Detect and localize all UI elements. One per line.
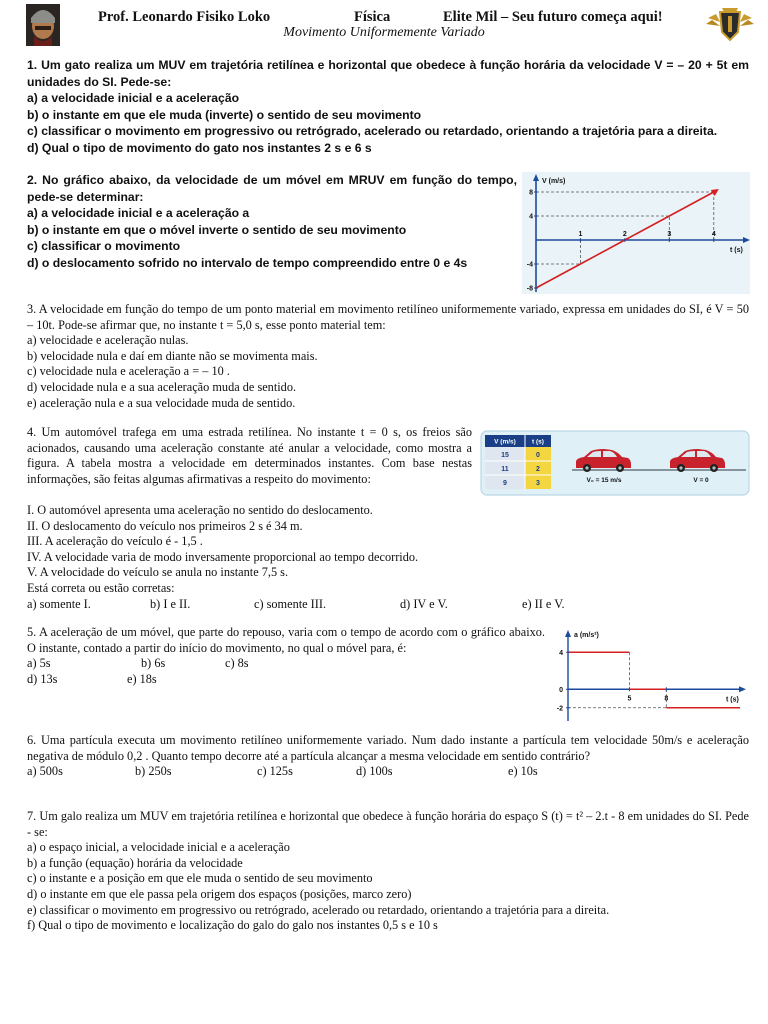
acceleration-time-chart <box>548 625 748 723</box>
question-4-options <box>27 597 749 613</box>
table-cell-v-1: 11 <box>501 466 509 473</box>
page-header <box>0 0 768 50</box>
table-cell-v-0: 15 <box>501 452 509 459</box>
question-4-statement-4: IV. A velocidade varia de modo inversamente proporcional ao tempo decorrido. <box>27 549 419 564</box>
teacher-name: Prof. Leonardo Fisiko Loko <box>98 9 271 25</box>
table-header-velocity: V (m/s) <box>494 438 516 446</box>
y-tick-label--2: -2 <box>556 705 563 713</box>
question-2-item-a: a) a velocidade inicial e a aceleração a <box>27 206 250 220</box>
question-2-item-b: b) o instante em que o móvel inverte o sentido de seu movimento <box>27 222 407 237</box>
question-3 <box>27 302 749 411</box>
school-slogan: Elite Mil – Seu futuro começa aqui! <box>443 9 663 25</box>
y-tick-label-4: 4 <box>529 213 533 221</box>
y-axis-label: V (m/s) <box>542 178 566 185</box>
question-6-option-b: b) 250s <box>135 764 172 779</box>
question-4-statement-5: V. A velocidade do veículo se anula no instante 7,5 s. <box>27 565 289 580</box>
question-2-item-c: c) classificar o movimento <box>27 239 181 253</box>
question-6-stem: 6. Uma partícula executa um movimento retilíneo uniformemente variado. Num dado instante a partícula tem velocidade 50m/s e aceleração negativa de módulo 0,2 . Quanto tempo decorre até a partícula alcançar a mesma velocidade em sentido contrário? <box>27 733 749 763</box>
question-4-stem-block <box>27 425 472 487</box>
x-tick-label-1: 1 <box>578 231 583 238</box>
question-3-option-b: b) velocidade nula e daí em diante não se movimenta mais. <box>27 348 318 363</box>
question-5-options-row-1 <box>27 656 545 672</box>
x-tick-label-5: 5 <box>627 695 632 703</box>
question-1-item-d: d) Qual o tipo de movimento do gato nos instantes 2 s e 6 s <box>27 140 372 155</box>
question-2-item-d: d) o deslocamento sofrido no intervalo de tempo compreendido entre 0 e 4s <box>27 255 468 270</box>
question-6-option-e: e) 10s <box>508 764 538 779</box>
question-2 <box>27 172 517 271</box>
question-6-options <box>27 764 749 780</box>
question-3-option-c: c) velocidade nula e aceleração a = – 10 . <box>27 364 230 379</box>
y-tick-label--8: -8 <box>526 285 533 293</box>
y-tick-label--4: -4 <box>526 261 533 269</box>
question-4-statement-3: III. A aceleração do veículo é - 1,5 . <box>27 534 203 549</box>
x-tick-label-2: 2 <box>622 231 627 238</box>
question-7-item-e: e) classificar o movimento em progressivo ou retrógrado, acelerado ou retardado, orientando a trajetória para a direita. <box>27 902 610 917</box>
question-4-statement-1: I. O automóvel apresenta uma aceleração no sentido do deslocamento. <box>27 503 373 517</box>
question-6-option-d: d) 100s <box>356 764 393 779</box>
question-6-option-c: c) 125s <box>257 764 293 779</box>
final-velocity-label: V = 0 <box>693 477 709 484</box>
subject-name: Física <box>354 9 391 25</box>
y-tick-label-0: 0 <box>559 686 563 694</box>
question-5-option-c: c) 8s <box>225 656 249 671</box>
question-3-option-a: a) velocidade e aceleração nulas. <box>27 333 189 348</box>
question-1-stem: 1. Um gato realiza um MUV em trajetória retilínea e horizontal que obedece à função horária da velocidade V = – 20 + 5t em unidades do SI. Pede-se: <box>27 58 749 89</box>
x-axis-label: t (s) <box>726 696 739 704</box>
question-7-item-c: c) o instante e a posição em que ele muda o sentido de seu movimento <box>27 871 373 886</box>
question-7-item-b: b) a função (equação) horária da velocidade <box>27 855 243 870</box>
question-7-stem: 7. Um galo realiza um MUV em trajetória retilínea e horizontal que obedece à função horária do espaço S (t) = t² – 2.t - 8 em unidades do SI. Pede - se: <box>27 809 749 839</box>
question-2-stem: 2. No gráfico abaixo, da velocidade de um móvel em MRUV em função do tempo, pede-se determinar: <box>27 173 517 204</box>
question-7-item-f: f) Qual o tipo de movimento e localização do galo do galo nos instantes 0,5 s e 10 s <box>27 918 438 933</box>
question-4-stem: 4. Um automóvel trafega em uma estrada retilínea. No instante t = 0 s, os freios são acionados, causando uma aceleração constante até anular a velocidade, como mostra a figura. A tabela mostra a velocidade em determinados instantes. Com base nestas informações, são feitas algumas afirmativas a respeito do movimento: <box>27 425 472 486</box>
question-4-prompt: Está correta ou estão corretas: <box>27 580 175 595</box>
table-cell-t-2: 3 <box>536 480 540 487</box>
question-5 <box>27 625 545 687</box>
question-3-option-e: e) aceleração nula e a sua velocidade muda de sentido. <box>27 395 296 410</box>
x-tick-label-4: 4 <box>711 231 716 238</box>
table-cell-v-2: 9 <box>503 480 507 487</box>
y-axis-label: a (m/s²) <box>574 632 599 639</box>
initial-velocity-label: V₀ = 15 m/s <box>586 477 622 484</box>
question-5-options-row-2 <box>27 672 545 688</box>
x-axis-label: t (s) <box>730 247 743 254</box>
question-4-option-d: d) IV e V. <box>400 596 448 611</box>
question-6-option-a: a) 500s <box>27 764 63 779</box>
table-cell-t-1: 2 <box>536 466 540 473</box>
question-3-option-d: d) velocidade nula e a sua aceleração muda de sentido. <box>27 379 297 394</box>
table-cell-t-0: 0 <box>536 452 540 459</box>
question-5-option-b: b) 6s <box>141 656 166 671</box>
question-4-statements <box>27 503 749 612</box>
question-5-option-d: d) 13s <box>27 671 58 686</box>
question-5-option-a: a) 5s <box>27 656 51 671</box>
velocity-time-chart <box>522 172 750 294</box>
question-7-item-d: d) o instante em que ele passa pela origem dos espaços (posições, marco zero) <box>27 886 412 901</box>
x-tick-label-8: 8 <box>664 695 669 703</box>
question-5-option-e: e) 18s <box>127 671 157 686</box>
question-1-item-c: c) classificar o movimento em progressivo ou retrógrado, acelerado ou retardado, orientando a trajetória para a direita. <box>27 124 718 138</box>
question-4-option-c: c) somente III. <box>254 596 327 611</box>
table-header-time: t (s) <box>532 438 544 446</box>
y-tick-label-8: 8 <box>529 189 533 197</box>
question-1-item-a: a) a velocidade inicial e a aceleração <box>27 91 240 105</box>
question-4-option-a: a) somente I. <box>27 596 91 611</box>
question-4-option-e: e) II e V. <box>522 596 565 611</box>
question-1-item-b: b) o instante em que ele muda (inverte) o sentido de seu movimento <box>27 107 422 122</box>
x-tick-label-3: 3 <box>667 231 672 238</box>
question-7-item-a: a) o espaço inicial, a velocidade inicial e a aceleração <box>27 840 290 855</box>
y-tick-label-4: 4 <box>559 649 563 657</box>
braking-car-figure <box>480 430 750 496</box>
question-3-stem: 3. A velocidade em função do tempo de um ponto material em movimento retilíneo uniformemente variado, expressa em unidades do SI, é V = 50 – 10t. Pode-se afirmar que, no instante t = 5,0 s, esse ponto material tem: <box>27 302 749 332</box>
question-6 <box>27 733 749 780</box>
question-5-stem: 5. A aceleração de um móvel, que parte do repouso, varia com o tempo de acordo com o gráfico abaixo. O instante, contado a partir do início do movimento, no qual o móvel para, é: <box>27 625 545 655</box>
question-4-option-b: b) I e II. <box>150 596 191 611</box>
question-7 <box>27 809 749 934</box>
question-4-statement-2: II. O deslocamento do veículo nos primeiros 2 s é 34 m. <box>27 518 303 533</box>
page-subtitle: Movimento Uniformemente Variado <box>283 25 485 40</box>
question-1 <box>27 57 749 156</box>
